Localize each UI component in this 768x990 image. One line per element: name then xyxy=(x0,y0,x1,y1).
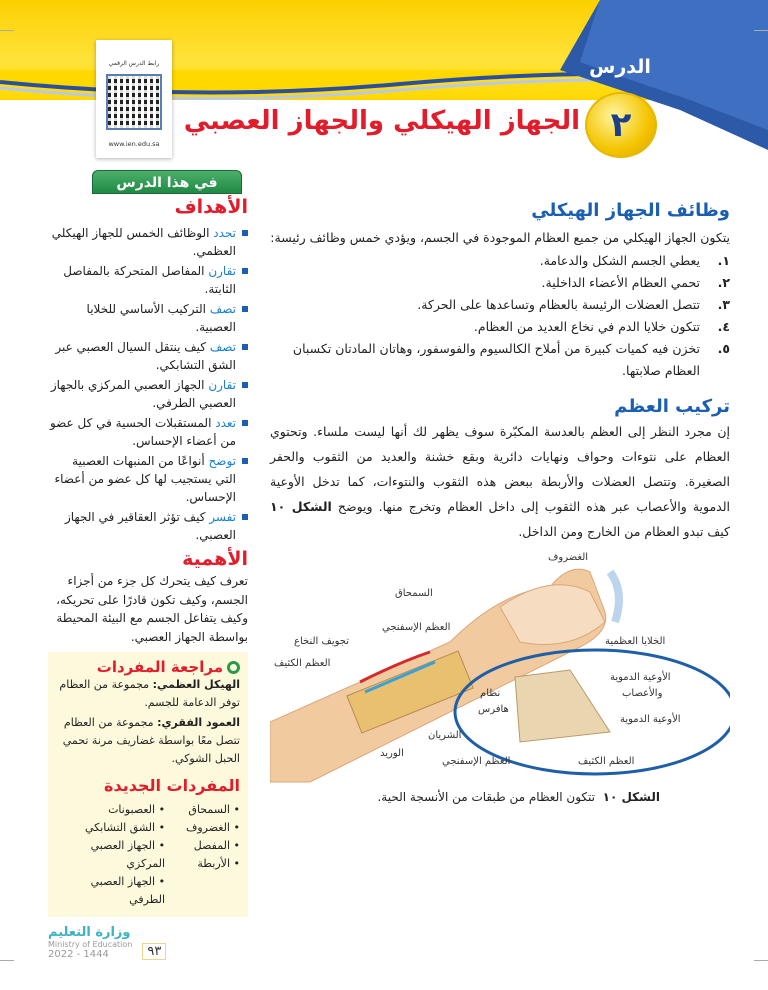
goal-verb: تقارن xyxy=(208,378,236,392)
figure-label-periosteum: السمحاق xyxy=(395,588,433,599)
goal-text: الوظائف الخمس للجهاز الهيكلي العظمي. xyxy=(51,226,236,258)
figure-caption xyxy=(270,790,730,804)
ministry-name-en: Ministry of Education xyxy=(48,940,133,949)
goal-verb: تفسر xyxy=(209,510,236,524)
goal-text: المفاصل المتحركة بالمفاصل الثابتة. xyxy=(63,264,236,296)
qr-url[interactable]: www.ien.edu.sa xyxy=(108,140,160,148)
function-item xyxy=(270,338,730,382)
vocab-review-title: مراجعة المفردات xyxy=(96,658,223,676)
new-vocab-term: العصبونات xyxy=(108,803,156,816)
new-vocab-term: الشق التشابكي xyxy=(85,821,156,834)
goal-item xyxy=(48,414,248,450)
function-text: تخزن فيه كميات كبيرة من أملاح الكالسيوم والفوسفور، وهاتان المادتان تكسبان العظام صلابتها. xyxy=(292,341,700,378)
goal-verb: تصف xyxy=(209,302,236,316)
functions-title: وظائف الجهاز الهيكلي xyxy=(531,200,730,221)
figure-label-compact-bone-2: العظم الكثيف xyxy=(578,756,635,767)
figure-label-spongy-bone: العظم الإسفنجي xyxy=(382,622,451,633)
vocab-term: الهيكل العظمي: xyxy=(152,678,240,691)
figure-label-cartilage: الغضروف xyxy=(548,552,589,563)
bone-illustration xyxy=(270,552,730,784)
lesson-title: الجهاز الهيكلي والجهاز العصبي xyxy=(183,106,580,136)
crop-mark xyxy=(754,960,768,961)
goal-item xyxy=(48,452,248,506)
lesson-label: الدرس xyxy=(589,56,651,78)
caption-label: الشكل ١٠ xyxy=(602,790,660,804)
goal-item xyxy=(48,508,248,544)
new-vocab-item: • الغضروف xyxy=(185,821,240,834)
goal-text: الجهاز العصبي المركزي بالجهاز العصبي الطرفي. xyxy=(50,378,236,410)
goal-item xyxy=(48,300,248,336)
vocab-def: مجموعة من العظام توفر الدعامة للجسم. xyxy=(59,678,240,709)
qr-card[interactable] xyxy=(96,40,172,158)
new-vocab-item: • الجهاز العصبي المركزي xyxy=(90,839,166,870)
importance-text: تعرف كيف يتحرك كل جزء من أجزاء الجسم، وكيف تكون قادرًا على تحريكه، وكيف يتفاعل الجسم مع البيئة المحيطة بواسطة الجهاز العصبي. xyxy=(56,574,248,644)
goal-text: أنواعًا من المنبهات العصبية التي يستجيب لها كل عضو من أعضاء الإحساس. xyxy=(54,454,236,504)
goals-title: الأهداف xyxy=(174,196,248,218)
goal-item xyxy=(48,224,248,260)
figure-label-haversian-2: هافرس xyxy=(478,704,509,715)
new-vocab-term: الجهاز العصبي الطرفي xyxy=(90,875,166,906)
vocab-review-item xyxy=(54,676,240,712)
vocab-review-icon xyxy=(227,661,240,674)
qr-caption: رابط الدرس الرقمي xyxy=(108,60,160,67)
main-content xyxy=(270,200,730,804)
crop-mark xyxy=(754,30,768,31)
function-number: ٥. xyxy=(717,341,730,356)
ministry-name-ar: وزارة التعليم xyxy=(48,925,131,940)
new-vocab-item: • العصبونات xyxy=(108,803,166,816)
function-number: ١. xyxy=(717,253,730,268)
lesson-number-badge: ٢ xyxy=(585,92,657,158)
goal-item xyxy=(48,338,248,374)
structure-text-part: إن مجرد النظر إلى العظم بالعدسة المكبّرة سوف يظهر لك أنها ليست ملساء. وتحتوي العظام على نتوءات وحواف ونهايات دائرية وبقع خشنة والعديد من الثقوب والحفر الصغيرة. وتتصل العضلات والأربطة ببعض هذه الثقوب والنتوءات، كما تدخل الأوعية الدموية والأعصاب عبر هذه الثقوب إلى داخل العظام وتخرج منها. ويوضح xyxy=(270,424,730,514)
bone-figure xyxy=(270,552,730,784)
new-vocab-term: السمحاق xyxy=(188,803,230,816)
new-vocab-col xyxy=(54,801,165,909)
new-vocab-item: • السمحاق xyxy=(188,803,240,816)
new-vocab-title: المفردات الجديدة xyxy=(104,776,240,795)
function-text: يعطي الجسم الشكل والدعامة. xyxy=(539,253,700,268)
vocab-review-item xyxy=(54,714,240,768)
figure-label-artery: الشريان xyxy=(428,730,462,741)
function-number: ٤. xyxy=(717,319,730,334)
caption-text: تتكون العظام من طبقات من الأنسجة الحية. xyxy=(377,790,595,804)
year: 2022 - 1444 xyxy=(48,949,109,960)
vocab-box xyxy=(48,652,248,917)
functions-intro: يتكون الجهاز الهيكلي من جميع العظام الموجودة في الجسم، ويؤدي خمس وظائف رئيسة: xyxy=(270,230,730,245)
function-item xyxy=(270,294,730,316)
figure-reference: الشكل ١٠ xyxy=(270,499,332,514)
new-vocab-item: • الجهاز العصبي الطرفي xyxy=(90,875,166,906)
figure-label-vessels-nerves-1: الأوعية الدموية xyxy=(610,672,671,683)
function-item xyxy=(270,316,730,338)
structure-text-part: كيف تبدو العظام من الخارج ومن الداخل. xyxy=(518,524,730,539)
goal-text: المستقبلات الحسية في كل عضو من أعضاء الإحساس. xyxy=(49,416,236,448)
crop-mark xyxy=(0,30,14,31)
goal-item xyxy=(48,262,248,298)
footer xyxy=(48,925,248,960)
in-lesson-tab: في هذا الدرس xyxy=(92,170,242,194)
new-vocab-item: • المفصل xyxy=(193,839,240,852)
vocab-def: مجموعة من العظام تتصل معًا بواسطة غضاريف مرنة تحمي الحبل الشوكي. xyxy=(62,716,240,765)
goal-text: كيف تؤثر العقاقير في الجهاز العصبي. xyxy=(64,510,236,542)
figure-label-vein: الوريد xyxy=(380,748,404,759)
new-vocab-term: الجهاز العصبي المركزي xyxy=(90,839,166,870)
function-text: تتصل العضلات الرئيسة بالعظام وتساعدها على الحركة. xyxy=(417,297,700,312)
function-number: ٣. xyxy=(717,297,730,312)
goal-verb: تعدد xyxy=(215,416,236,430)
qr-code-icon[interactable] xyxy=(106,74,162,130)
goal-text: كيف ينتقل السيال العصبي عبر الشق التشابكي. xyxy=(55,340,236,372)
function-number: ٢. xyxy=(717,275,730,290)
function-text: تتكون خلايا الدم في نخاع العديد من العظام. xyxy=(473,319,700,334)
new-vocab-term: المفصل xyxy=(193,839,230,852)
goal-verb: تقارن xyxy=(208,264,236,278)
sidebar xyxy=(48,196,248,960)
figure-label-haversian-1: نظام xyxy=(480,688,501,699)
new-vocab-col xyxy=(179,801,240,909)
function-item xyxy=(270,250,730,272)
new-vocab-term: الغضروف xyxy=(185,821,230,834)
goal-text: التركيب الأساسي للخلايا العصبية. xyxy=(86,302,236,334)
new-vocab-term: الأربطة xyxy=(197,857,230,870)
goal-item xyxy=(48,376,248,412)
page-number: ٩٣ xyxy=(142,943,166,960)
importance-title: الأهمية xyxy=(182,548,248,570)
function-item xyxy=(270,272,730,294)
figure-label-bone-cells: الخلايا العظمية xyxy=(605,636,666,647)
ministry-logo xyxy=(48,925,132,960)
crop-mark xyxy=(0,960,14,961)
new-vocab-item: • الأربطة xyxy=(197,857,240,870)
structure-text xyxy=(270,419,730,544)
goal-verb: تحدد xyxy=(213,226,236,240)
function-text: تحمي العظام الأعضاء الداخلية. xyxy=(541,275,700,290)
structure-title: تركيب العظم xyxy=(614,396,730,417)
figure-label-vessels-nerves-2: والأعصاب xyxy=(622,688,663,699)
figure-label-spongy-bone-2: العظم الإسفنجي xyxy=(442,756,511,767)
functions-list xyxy=(270,250,730,382)
figure-label-compact-bone: العظم الكثيف xyxy=(274,658,331,669)
goal-verb: توضح xyxy=(208,454,236,468)
figure-label-blood-vessels: الأوعية الدموية xyxy=(620,714,681,725)
figure-label-marrow-cavity: تجويف النخاع xyxy=(294,636,350,647)
goals-list xyxy=(48,224,248,544)
vocab-term: العمود الفقري: xyxy=(157,716,240,729)
new-vocab-item: • الشق التشابكي xyxy=(85,821,166,834)
goal-verb: تصف xyxy=(209,340,236,354)
